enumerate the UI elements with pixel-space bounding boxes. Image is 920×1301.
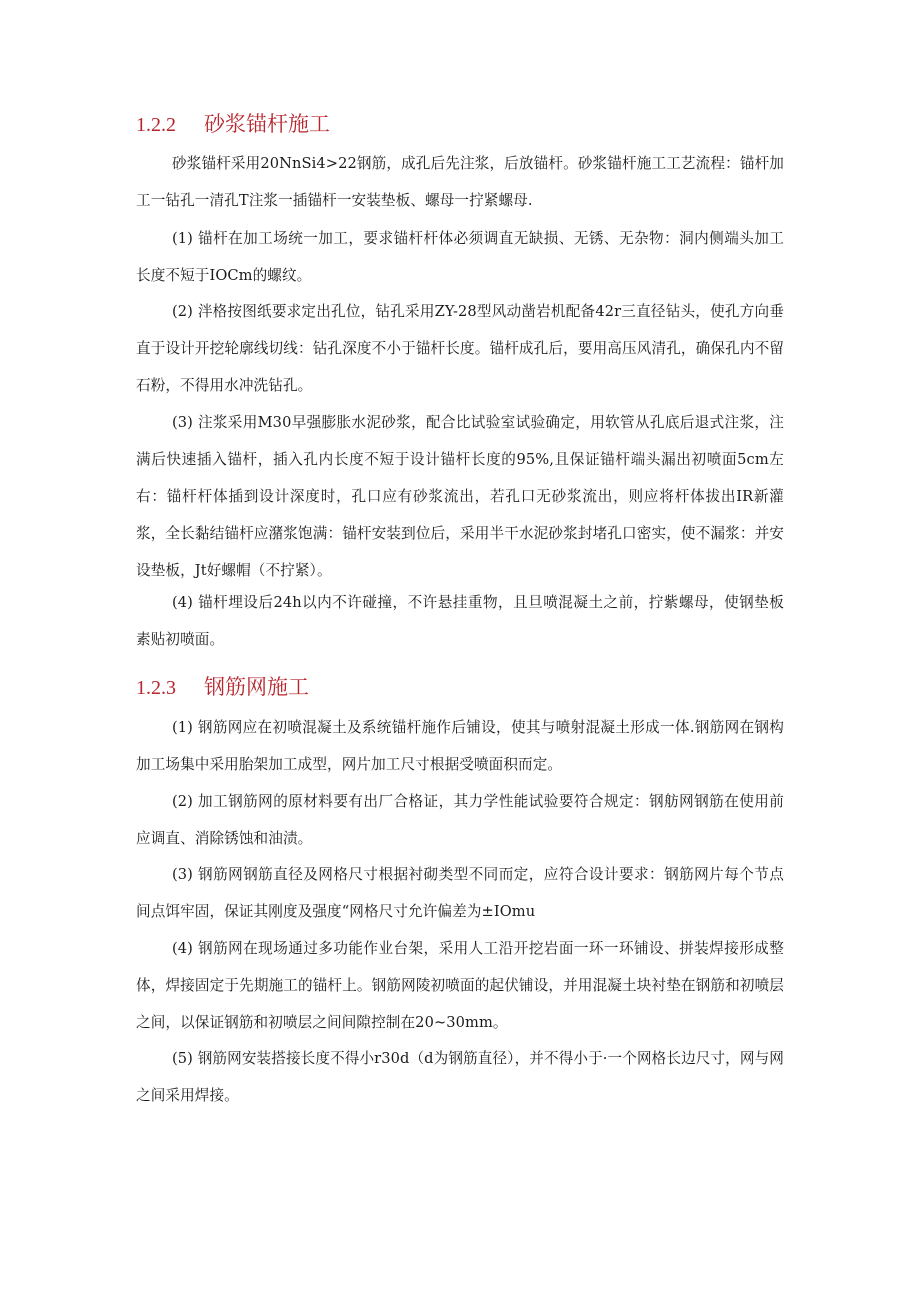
section-title: 钢筋网施工 [204,675,309,699]
paragraph: (1) 锚杆在加工场统一加工，要求锚杆杆体必须调直无缺损、无锈、无杂物：洞内侧端头加工长度不短于IOCm的螺纹。 [136,230,784,284]
section-number: 1.2.2 [136,114,176,136]
paragraph: (3) 钢筋网钢筋直径及网格尺寸根据衬砌类型不同而定，应符合设计要求：钢筋网片每个节点间点饵牢固，保证其刚度及强度“网格尺寸允许偏差为±IOmu [136,866,784,920]
section-heading-1-2-2 [136,110,330,139]
paragraph: (2) 泮格按图纸要求定出孔位，钻孔采用ZY-28型风动凿岩机配备42r三直径钻头，使孔方向垂直于设计开挖轮廓线切线：钻孔深度不小于锚杆长度。锚杆成孔后，要用高压风清孔，确保孔内不留石粉，不得用水冲洗钻孔。 [136,303,784,394]
section-number: 1.2.3 [136,677,176,699]
paragraph: (4) 钢筋网在现场通过多功能作业台架，采用人工沿开挖岩面一环一环铺设、拼装焊接形成整体，焊接固定于先期施工的锚杆上。钢筋网陵初喷面的起伏铺设，并用混凝土块衬垫在钢筋和初喷层之间，以保证钢筋和初喷层之间间隙控制在20~30mm。 [136,940,784,1031]
paragraph: (1) 钢筋网应在初喷混凝土及系统锚杆施作后铺设，使其与喷射混凝土形成一体.钢筋网在钢构加工场集中采用胎架加工成型，网片加工尺寸根据受喷面积而定。 [136,719,784,773]
paragraph: 砂浆锚杆采用20NnSi4>22钢筋，成孔后先注浆，后放锚杆。砂浆锚杆施工工艺流程：锚杆加工一钻孔一清孔T注浆一插锚杆一安装垫板、螺母一拧紧螺母. [136,155,784,209]
paragraph: (5) 钢筋网安装搭接长度不得小r30d（d为钢筋直径），并不得小于·一个网格长边尺寸，网与网之间采用焊接。 [136,1050,784,1104]
section-heading-1-2-3 [136,673,309,702]
paragraph: (4) 锚杆埋设后24h以内不许碰撞，不许悬挂重物，且旦喷混凝土之前，拧紫螺母，使钢垫板素贴初喷面。 [136,594,784,648]
paragraph: (2) 加工钢筋网的原材料要有出厂合格证，其力学性能试验要符合规定：钢舫网钢筋在使用前应调直、消除锈蚀和油渍。 [136,793,784,847]
paragraph: (3) 注浆采用M30早强膨胀水泥砂浆，配合比试验室试验确定，用软管从孔底后退式注浆，注满后快速插入锚杆，插入孔内长度不短于设计锚杆长度的95%,且保证锚杆端头漏出初喷面5cm左右：锚杆杆体插到设计深度时，孔口应有砂浆流出，若孔口无砂浆流出，则应将杆体拔出IR新灌浆，全长黏结锚杆应潴浆饱满：锚杆安装到位后，采用半干水泥砂浆封堵孔口密实，使不漏浆：并安设垫板，Jt好螺帽（不拧紧）。 [136,414,784,579]
section-title: 砂浆锚杆施工 [204,112,330,136]
